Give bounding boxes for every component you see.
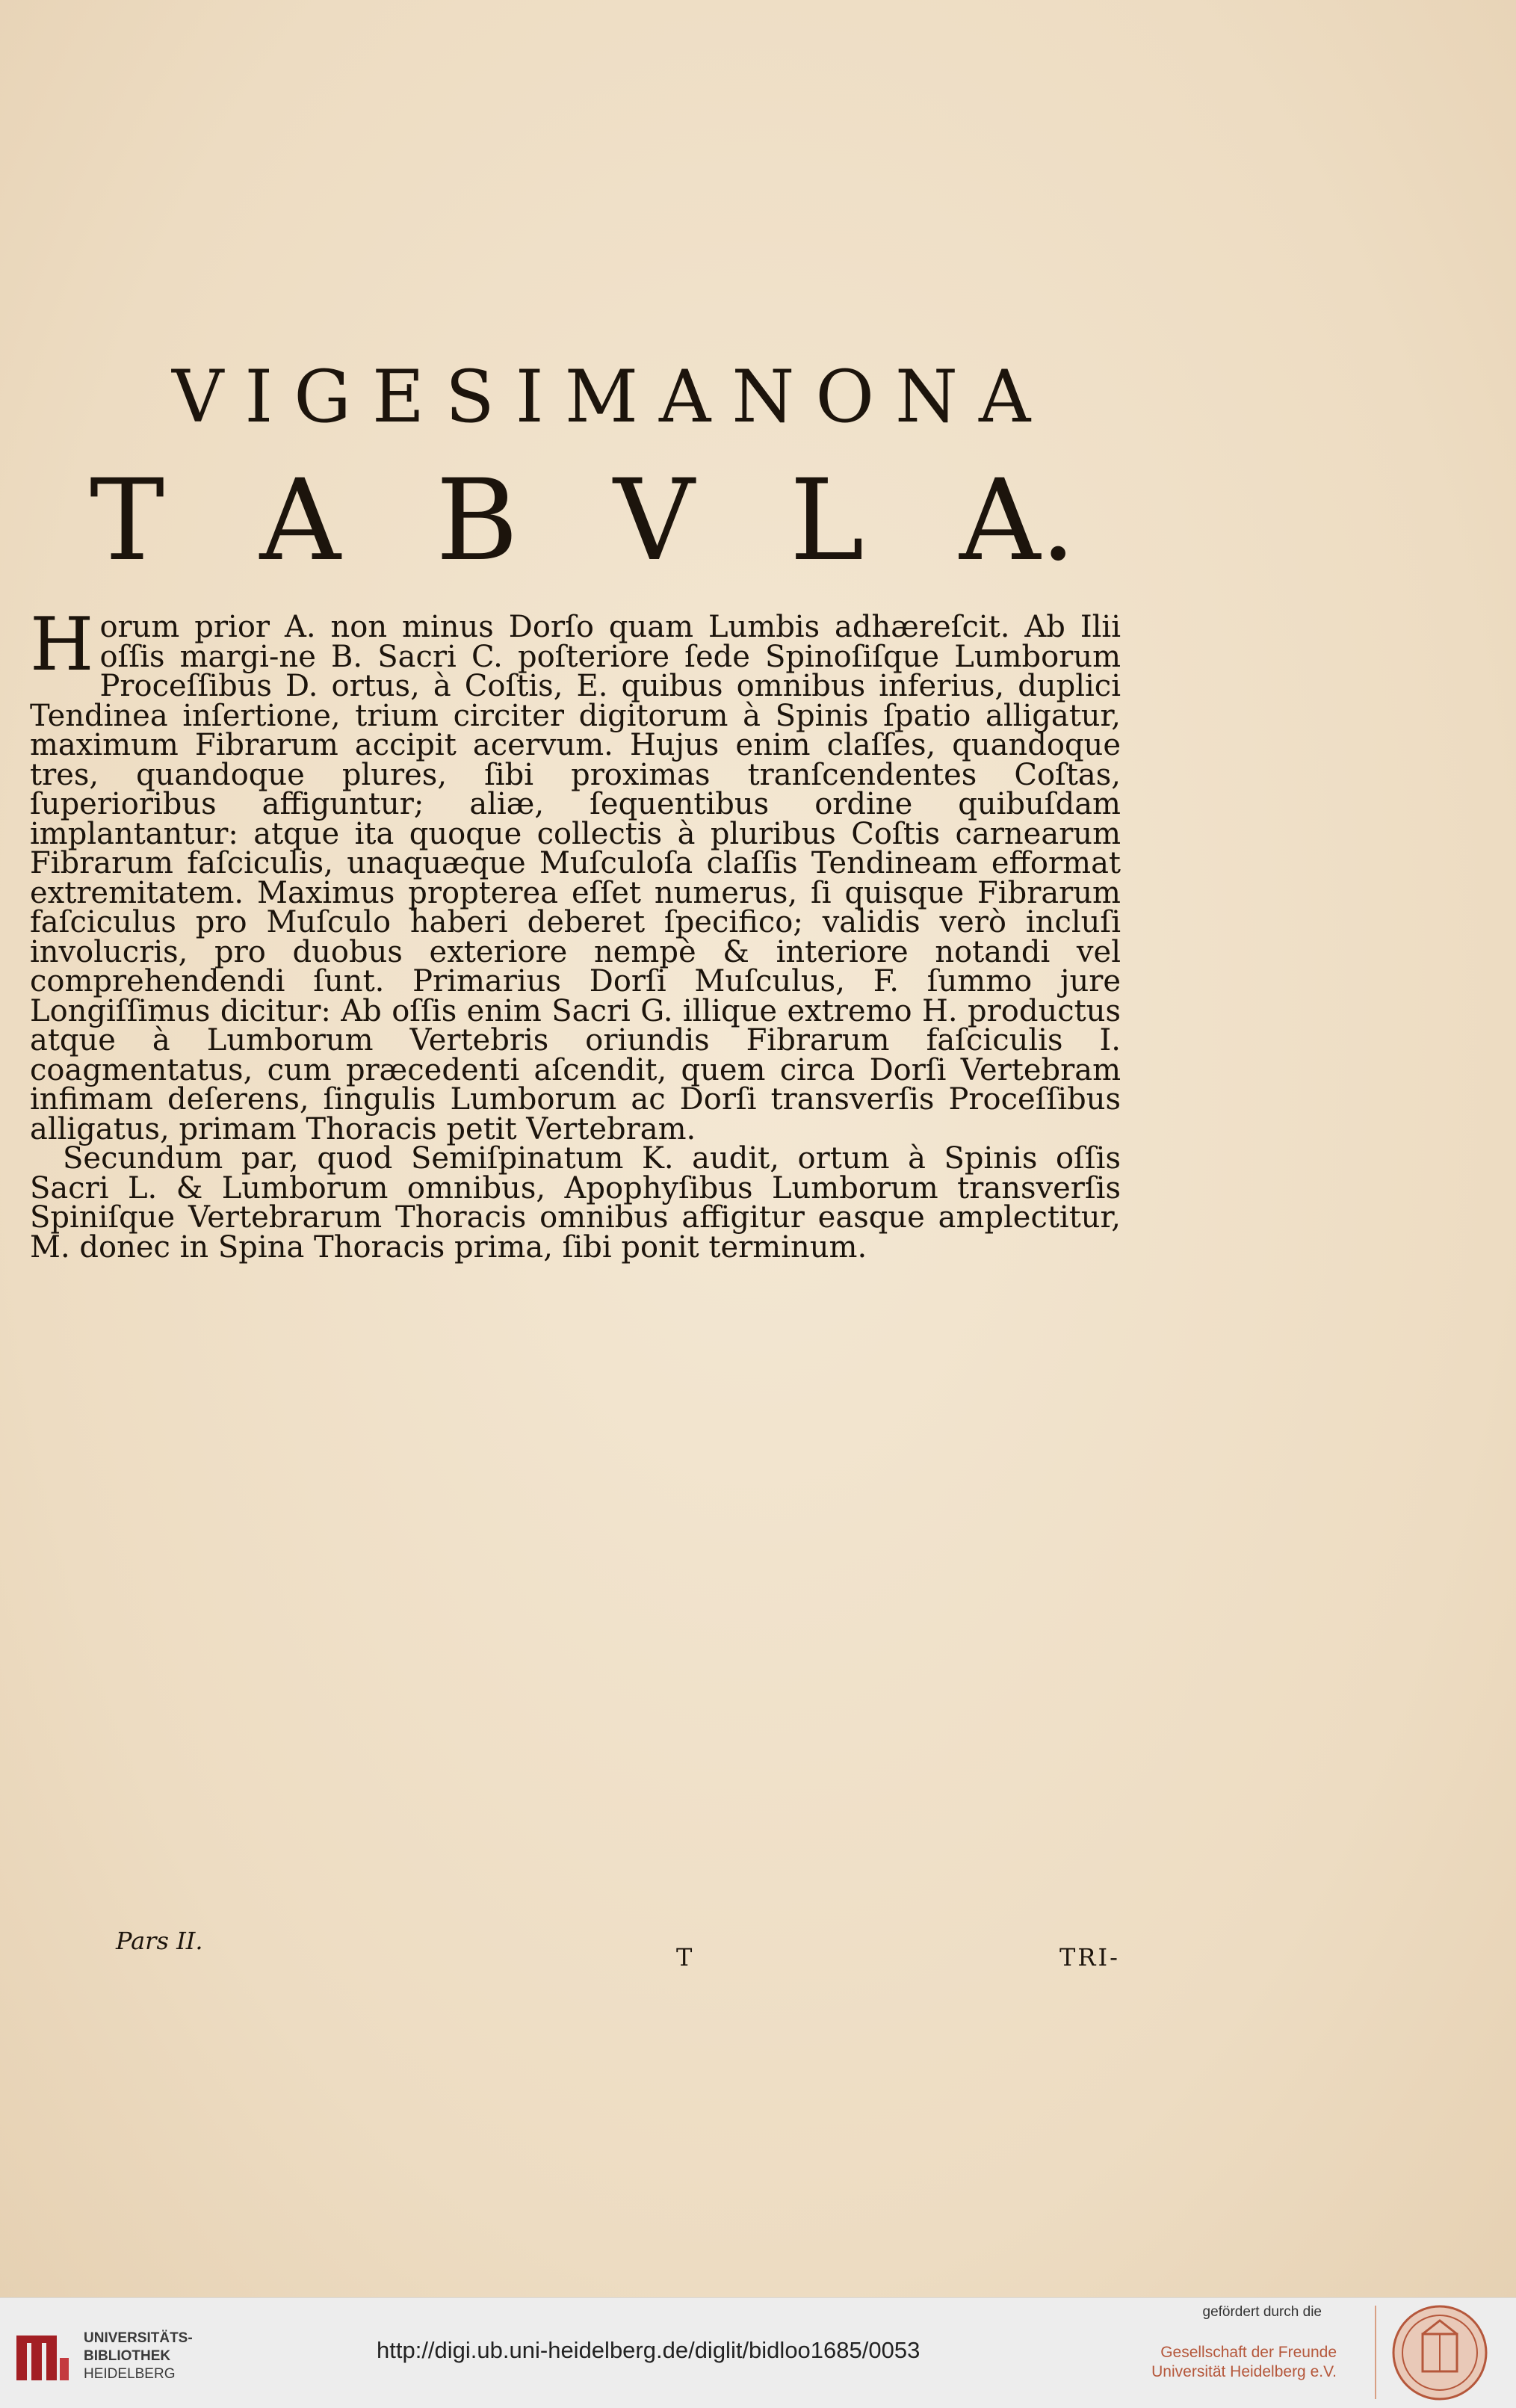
signature-mark: T [676,1943,693,1972]
title-letter-l: L [789,456,864,586]
library-name-line-3: HEIDELBERG [84,2366,176,2382]
university-seal-icon [1391,2304,1488,2401]
title-letter-v: V [613,456,695,586]
sponsor-block [1090,2304,1337,2382]
body-text [30,602,1121,1265]
footer-bar [0,2297,1516,2408]
sponsor-name-line-1: Gesellschaft der Freunde [1160,2344,1337,2361]
catchword: TRI- [1059,1943,1120,1972]
library-name-line-1: UNIVERSITÄTS- [84,2330,193,2346]
sponsor-name-line-2: Universität Heidelberg e.V. [1151,2363,1337,2380]
paragraph-2: Secundum par, quod Semiſpinatum K. audit, ortum à Spinis oſſis Sacri L. & Lumborum omnibus, Apophyſibus Lumborum transverſis Spiniſque Vertebrarum Thoracis omnibus affigitur easque amplectitur, M. donec in Spina Thoracis prima, ſibi ponit terminum. [30,1141,1121,1265]
title-line-2 [90,456,1076,586]
library-name-line-2: BIBLIOTHEK [84,2348,171,2364]
permalink-url[interactable]: http://digi.ub.uni-heidelberg.de/diglit/bidloo1685/0053 [377,2337,921,2363]
sponsor-divider [1375,2306,1376,2399]
library-logo-icon [12,2328,72,2388]
title-letter-t: T [90,456,165,586]
drop-cap: H [30,602,94,688]
title-letter-a: A [259,456,341,586]
title-line-1: VIGESIMANONA [172,355,1052,439]
sponsor-note: gefördert durch die [1202,2304,1322,2320]
page-section-label: Pars II. [116,1927,203,1955]
title-letter-b: B [436,456,519,586]
title-letter-a-final: A. [959,456,1076,586]
library-name [84,2330,193,2383]
paragraph-1-text: orum prior A. non minus Dorſo quam Lumbis adhæreſcit. Ab Ilii oſſis margi-ne B. Sacri C. poſteriore ſede Spinoſiſque Lumborum Proceſſibus D. ortus, à Coſtis, E. quibus omnibus inferius, duplici Tendinea inſertione, trium circiter digitorum à Spinis ſpatio alligatur, maximum Fibrarum accipit acervum. Hujus enim claſſes, quandoque tres, quandoque plures, ſibi proximas tranſcendentes Coſtas, ſuperioribus affiguntur; aliæ, ſequentibus ordine quibuſdam implantantur: atque ita quoque collectis à pluribus Coſtis carnearum Fibrarum faſciculis, unaquæque Muſculoſa claſſis Tendineam efformat extremitatem. Maximus propterea eſſet numerus, ſi quisque Fibrarum faſciculus pro Muſculo haberi deberet ſpecifico; validis verò incluſi involucris, pro duobus exteriore nempè & interiore notandi vel comprehendendi ſunt. Primarius Dorſi Muſculus, F. ſummo jure Longiſſimus dicitur: Ab oſſis enim Sacri G. illique extremo H. productus atque à Lumborum Vertebris oriundis Fibrarum faſciculis I. coagmentatus, cum præcedenti aſcendit, quem circa Dorſi Vertebram infimam deſerens, ſingulis Lumborum ac Dorſi transverſis Proceſſibus alligatus, primam Thoracis petit Vertebram. [30,610,1121,1146]
paragraph-1 [30,602,1121,1146]
